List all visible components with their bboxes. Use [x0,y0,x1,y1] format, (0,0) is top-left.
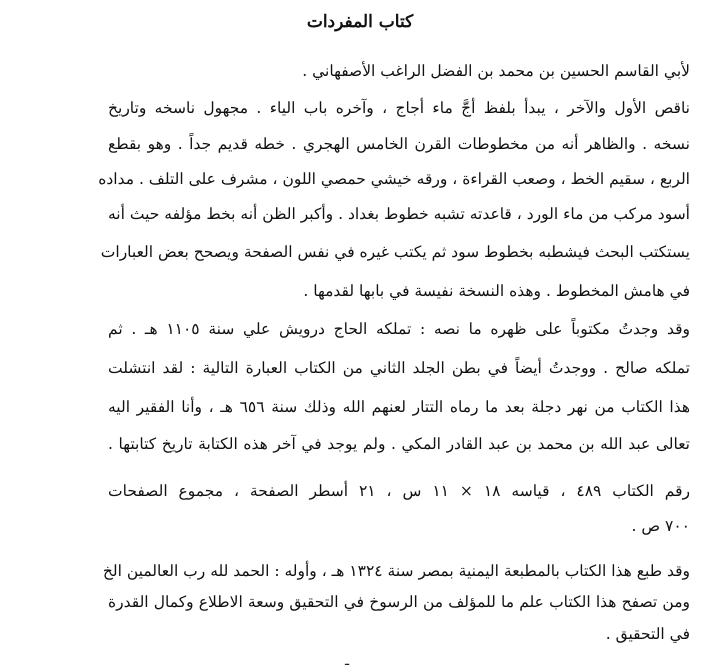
text-line: لأبي القاسم الحسين بن محمد بن الفضل الراغب الأصفهاني . [302,62,690,80]
page-title: كتاب المفردات [306,12,414,32]
text-line: أسود مركب من ماء الورد ، قاعدته تشبه خطوط بغداد . وأكبر الظن أنه بخط مؤلفه حيث أنه [108,205,690,223]
text-line: وقد طبع هذا الكتاب بالمطبعة اليمنية بمصر سنة ١٣٢٤ هـ ، وأوله : الحمد لله رب العالمين الخ [102,562,690,580]
text-line: ومن تصفح هذا الكتاب علم ما للمؤلف من الرسوخ في التحقيق وسعة الاطلاع وكمال القدرة [108,593,690,611]
text-line: في هامش المخطوط . وهذه النسخة نفيسة في بابها لقدمها . [303,282,690,300]
text-line: يستكتب البحث فيشطبه بخطوط سود ثم يكتب غيره في نفس الصفحة ويصحح بعض العبارات [100,243,690,261]
text-line: وقد وجدتُ مكتوباً على ظهره ما نصه : تملكه الحاج درويش علي سنة ١١٠٥ هـ . ثم [108,320,690,338]
text-line: ناقص الأول والآخر ، يبدأ بلفظ أجَّ ماء أجاج ، وآخره باب الياء . مجهول ناسخه وتاريخ [108,99,690,117]
text-line: نسخه . والظاهر أنه من مخطوطات القرن الخامس الهجري . خطه قديم جداً . وهو بقطع [108,135,690,153]
text-line: رقم الكتاب ٤٨٩ ، قياسه ١٨ × ١١ س ، ٢١ أسطر الصفحة ، مجموع الصفحات [108,482,690,500]
page-mark: ـ [345,653,350,669]
text-line: هذا الكتاب من نهر دجلة بعد ما رماه التتار لعنهم الله وذلك سنة ٦٥٦ هـ ، وأنا الفقير اليه [108,398,691,416]
text-line: تعالى عبد الله بن محمد بن عبد القادر المكي . ولم يوجد في آخر هذه الكتابة تاريخ كتابتها . [108,435,690,453]
text-line: الربع ، سقيم الخط ، وصعب القراءة ، ورقه خيشي حمصي اللون ، مشرف على التلف . مداده [98,170,690,188]
text-line: تملكه صالح . ووجدتُ أيضاً في بطن الجلد الثاني من الكتاب العبارة التالية : لقد انتشلت [108,359,690,377]
text-line: في التحقيق . [605,625,690,643]
text-line: ٧٠٠ ص . [631,517,690,535]
